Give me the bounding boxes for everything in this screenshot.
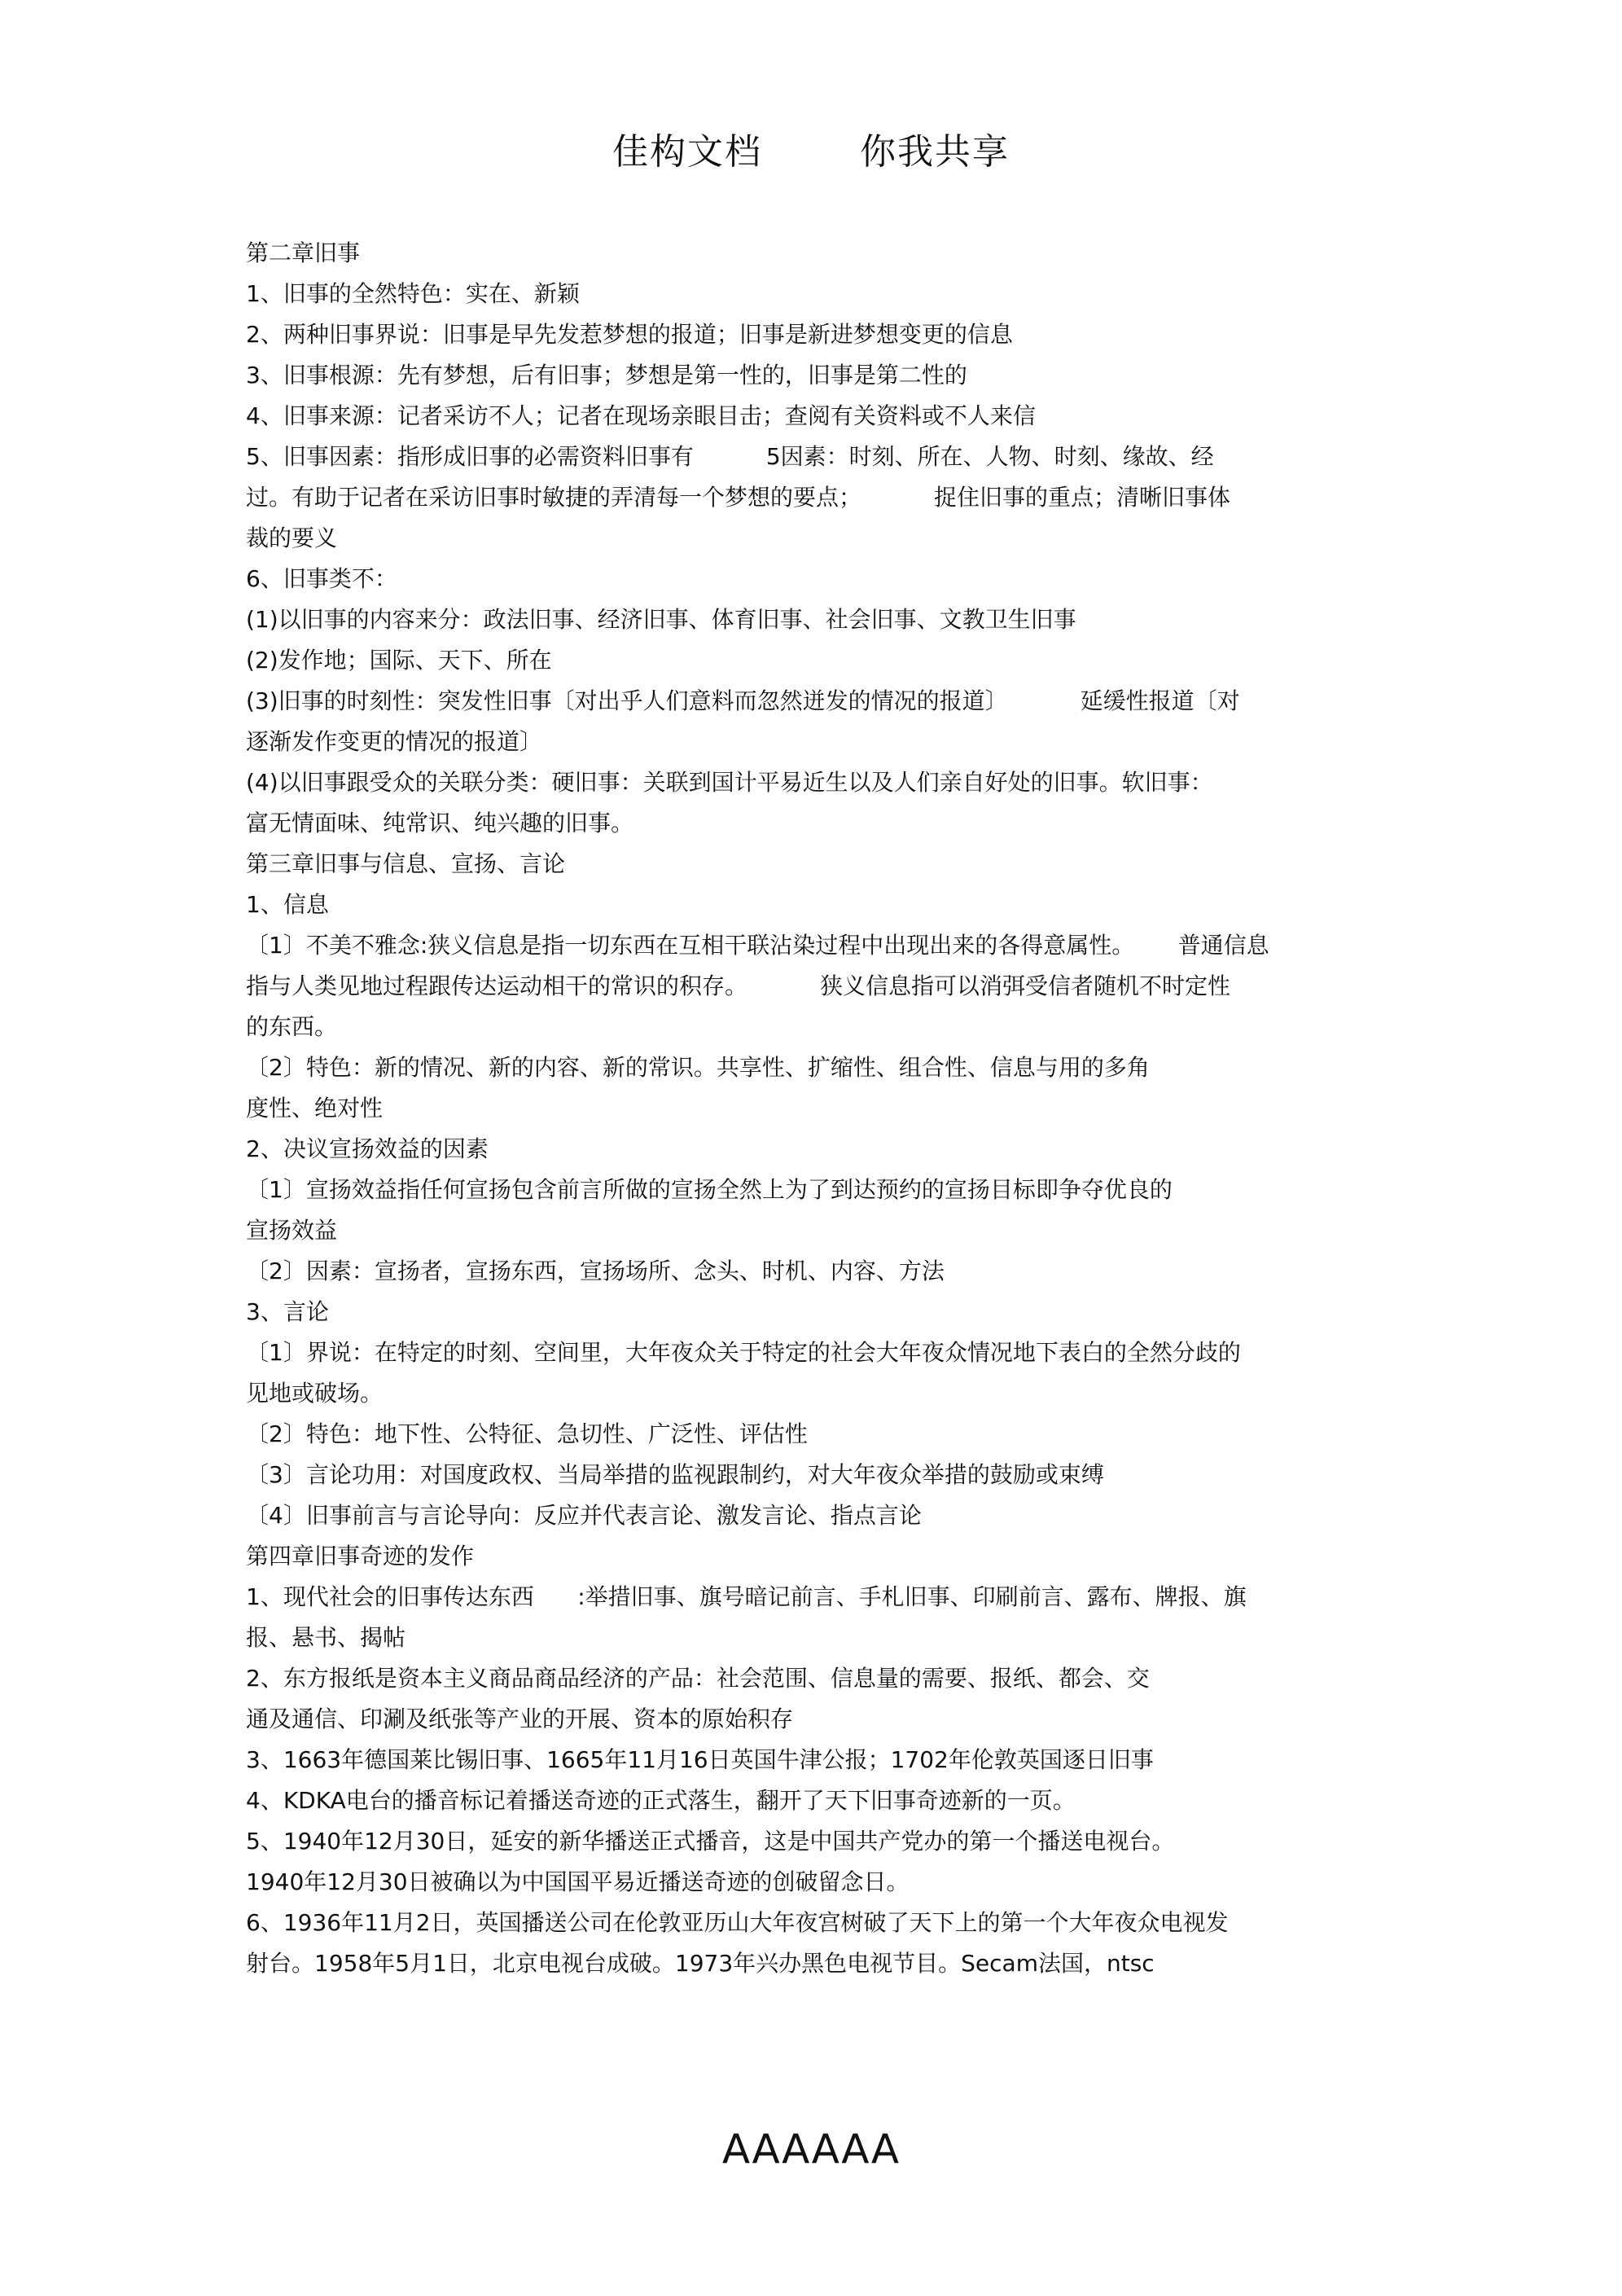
text-line: 5、旧事因素：指形成旧事的必需资料旧事有 5因素：时刻、所在、人物、时刻、缘故、经	[246, 443, 1214, 470]
text-line: (2)发作地；国际、天下、所在	[246, 647, 552, 674]
text-line: 4、KDKA电台的播音标记着播送奇迹的正式落生，翻开了天下旧事奇迹新的一页。	[246, 1787, 1076, 1814]
text-line: 第三章旧事与信息、宣扬、言论	[246, 850, 566, 877]
text-line: 5、1940年12月30日，延安的新华播送正式播音，这是中国共产党办的第一个播送电视台。	[246, 1828, 1175, 1855]
text-line: 1940年12月30日被确以为中国国平易近播送奇迹的创破留念日。	[246, 1868, 910, 1895]
text-line: 的东西。	[246, 1013, 338, 1040]
text-line: 报、悬书、揭帖	[246, 1624, 406, 1651]
text-line: 通及通信、印涮及纸张等产业的开展、资本的原始积存	[246, 1706, 794, 1732]
text-line: 第四章旧事奇迹的发作	[246, 1543, 475, 1569]
text-line: 宣扬效益	[246, 1217, 338, 1244]
text-line: 过。有助于记者在采访旧事时敏捷的弄清每一个梦想的要点； 捉住旧事的重点；清晰旧事体	[246, 484, 1231, 511]
text-line: 裁的要义	[246, 525, 338, 551]
header-right-text: 你我共享	[860, 131, 1010, 173]
text-line: 逐渐发作变更的情况的报道〕	[246, 728, 543, 755]
text-line: 射台。1958年5月1日，北京电视台成破。1973年兴办黑色电视节目。Secam法国，ntsc	[246, 1950, 1155, 1977]
text-line: 1、旧事的全然特色：实在、新颖	[246, 280, 580, 307]
text-line: 3、1663年德国莱比锡旧事、1665年11月16日英国牛津公报；1702年伦敦英国逐日旧事	[246, 1746, 1154, 1773]
text-line: 〔2〕特色：新的情况、新的内容、新的常识。共享性、扩缩性、组合性、信息与用的多角	[246, 1054, 1150, 1081]
text-line: 〔1〕不美不雅念:狭义信息是指一切东西在互相干联沾染过程中出现出来的各得意属性。 普通信息	[246, 932, 1269, 959]
page-footer: AAAAAA	[721, 2126, 901, 2173]
text-line: 〔1〕界说：在特定的时刻、空间里，大年夜众关于特定的社会大年夜众情况地下表白的全然分歧的	[246, 1339, 1241, 1366]
text-line: 3、言论	[246, 1298, 329, 1325]
text-line: (3)旧事的时刻性：突发性旧事〔对出乎人们意料而忽然迸发的情况的报道〕 延缓性报道〔对	[246, 687, 1240, 714]
text-line: 2、决议宣扬效益的因素	[246, 1135, 489, 1162]
text-line: (4)以旧事跟受众的关联分类：硬旧事：关联到国计平易近生以及人们亲自好处的旧事。软旧事：	[246, 769, 1213, 796]
text-line: (1)以旧事的内容来分：政法旧事、经济旧事、体育旧事、社会旧事、文教卫生旧事	[246, 606, 1076, 633]
text-line: 〔3〕言论功用：对国度政权、当局举措的监视跟制约，对大年夜众举措的鼓励或束缚	[246, 1461, 1104, 1488]
header-left-text: 佳构文档	[612, 131, 762, 173]
text-line: 度性、绝对性	[246, 1095, 384, 1122]
text-line: 1、信息	[246, 891, 329, 918]
text-line: 见地或破场。	[246, 1380, 384, 1407]
page-header	[0, 122, 1622, 174]
text-line: 〔1〕宣扬效益指任何宣扬包含前言所做的宣扬全然上为了到达预约的宣扬目标即争夺优良的	[246, 1176, 1173, 1203]
text-line: 〔2〕特色：地下性、公特征、急切性、广泛性、评估性	[246, 1420, 808, 1447]
text-line: 6、旧事类不：	[246, 565, 397, 592]
text-line: 指与人类见地过程跟传达运动相干的常识的积存。 狭义信息指可以消弭受信者随机不时定性	[246, 972, 1231, 999]
text-line: 1、现代社会的旧事传达东西 :举措旧事、旗号暗记前言、手札旧事、印刷前言、露布、牌报、旗	[246, 1583, 1247, 1610]
text-line: 2、两种旧事界说：旧事是早先发惹梦想的报道；旧事是新进梦想变更的信息	[246, 321, 1013, 348]
text-line: 〔2〕因素：宣扬者，宣扬东西，宣扬场所、念头、时机、内容、方法	[246, 1258, 945, 1284]
text-line: 6、1936年11月2日，英国播送公司在伦敦亚历山大年夜宫树破了天下上的第一个大年夜众电视发	[246, 1909, 1229, 1936]
text-line: 2、东方报纸是资本主义商品商品经济的产品：社会范围、信息量的需要、报纸、都会、交	[246, 1665, 1150, 1692]
text-line: 4、旧事来源：记者采访不人；记者在现场亲眼目击；查阅有关资料或不人来信	[246, 402, 1036, 429]
text-line: 第二章旧事	[246, 239, 361, 266]
document-body	[246, 233, 1386, 1984]
text-line: 〔4〕旧事前言与言论导向：反应并代表言论、激发言论、指点言论	[246, 1502, 922, 1529]
text-line: 富无情面味、纯常识、纯兴趣的旧事。	[246, 810, 634, 836]
text-line: 3、旧事根源：先有梦想，后有旧事；梦想是第一性的，旧事是第二性的	[246, 362, 967, 389]
